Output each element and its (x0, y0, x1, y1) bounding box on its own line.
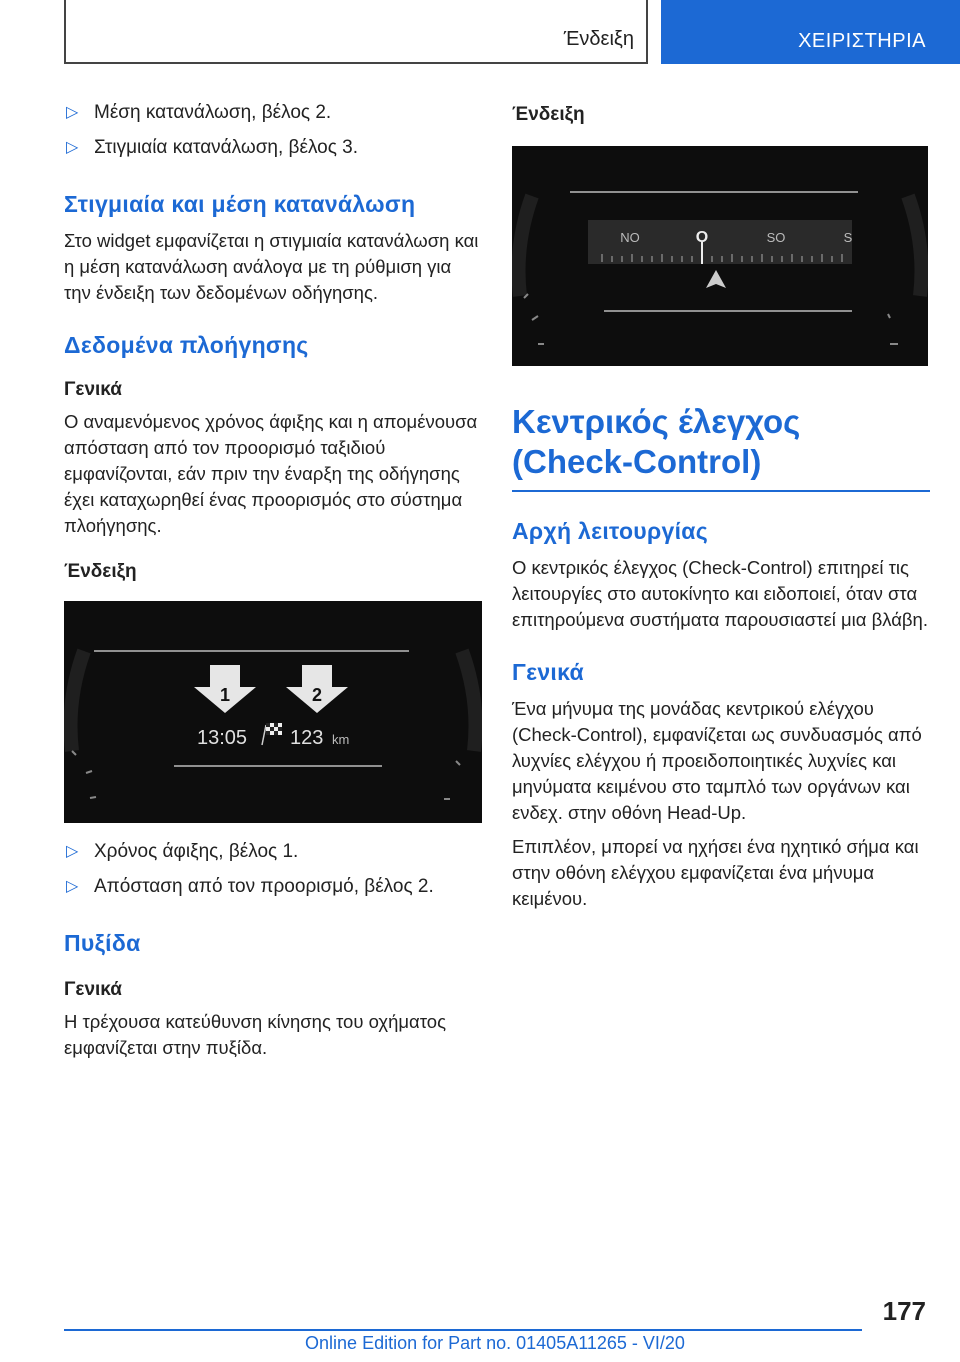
compass-display-graphic (512, 146, 928, 366)
remaining-distance: 123 (290, 727, 324, 749)
paragraph: Ένα μήνυμα της μονάδας κεντρικού ελέγχου (Check-Control), εμφανίζεται ως συνδυασμός από λυχνίες ελέγχου ή προειδοποιητικές λυχνίες και μηνύματα κειμένου στο ταμπλό των οργάνων και ενδεχ. στην οθόνη Head-Up. (512, 698, 922, 823)
triangle-right-icon: ▷ (66, 843, 79, 860)
list-item-text: Απόσταση από τον προορισμό, βέλος 2. (94, 876, 434, 897)
section-heading: Γενικά (512, 659, 584, 685)
section-tab (64, 0, 648, 64)
compass-label-so: SO (766, 230, 786, 245)
compass-display-figure (512, 146, 928, 366)
triangle-right-icon: ▷ (66, 139, 79, 156)
sub-heading: Ένδειξη (512, 104, 585, 125)
edition-note: Online Edition for Part no. 01405A11265 - VI/20 (305, 1333, 685, 1353)
sub-heading: Ένδειξη (64, 561, 137, 582)
chapter-tab-label: ΧΕΙΡΙΣΤΗΡΙΑ (798, 30, 926, 52)
sub-heading: Γενικά (64, 379, 122, 400)
list-item (64, 135, 482, 161)
paragraph: Ο κεντρικός έλεγχος (Check-Control) επιτηρεί τις λειτουργίες στο αυτοκίνητο και ειδοποιεί, όταν στα επιτηρούμενα συστήματα παρουσιαστεί μια βλάβη. (512, 557, 928, 630)
list-item-text: Στιγμιαία κατανάλωση, βέλος 3. (94, 137, 359, 158)
paragraph: Ο αναμενόμενος χρόνος άφιξης και η απομένουσα απόσταση από τον προορισμό ταξιδιού εμφανίζονται, εάν πριν την έναρξη της οδήγησης έχει καταχωρηθεί ένας προορισμός στο σύστημα πλοήγησης. (64, 411, 478, 536)
compass-label-no: NO (620, 230, 640, 245)
section-heading: Στιγμιαία και μέση κατανάλωση (64, 191, 416, 217)
arrow-2-label: 2 (311, 685, 323, 705)
sub-heading: Γενικά (64, 979, 122, 1000)
paragraph: Επιπλέον, μπορεί να ηχήσει ένα ηχητικό σήμα και στην οθόνη ελέγχου εμφανίζεται ένα μήνυμα κειμένου. (512, 836, 919, 909)
triangle-right-icon: ▷ (66, 878, 79, 895)
list-item (64, 874, 482, 900)
list-item (64, 839, 482, 865)
arrow-1-label: 1 (219, 685, 231, 705)
arrival-time: 13:05 (197, 727, 248, 749)
chapter-title: Κεντρικός έλεγχος (Check-Control) (512, 403, 801, 480)
navigation-display-figure (64, 601, 482, 823)
distance-unit: km (332, 732, 350, 747)
title-divider (512, 490, 930, 492)
paragraph: Η τρέχουσα κατεύθυνση κίνησης του οχήματος εμφανίζεται στην πυξίδα. (64, 1011, 446, 1058)
chapter-tab (661, 0, 960, 64)
triangle-right-icon: ▷ (66, 104, 79, 121)
navigation-display-graphic (64, 601, 482, 823)
list-item-text: Μέση κατανάλωση, βέλος 2. (94, 102, 332, 123)
section-tab-label: Ένδειξη (563, 28, 634, 50)
page-number: 177 (882, 1296, 926, 1326)
footer-divider (64, 1329, 862, 1331)
compass-label-s: S (843, 230, 853, 245)
left-column (64, 100, 482, 1069)
page-header (0, 0, 960, 66)
compass-label-o: O (695, 229, 709, 246)
right-column (512, 100, 930, 920)
section-heading: Αρχή λειτουργίας (512, 518, 708, 544)
list-item-text: Χρόνος άφιξης, βέλος 1. (94, 841, 299, 862)
list-item (64, 100, 482, 126)
paragraph: Στο widget εμφανίζεται η στιγμιαία κατανάλωση και η μέση κατανάλωση ανάλογα με τη ρύθμιση για την ένδειξη των δεδομένων οδήγησης. (64, 230, 479, 303)
section-heading: Δεδομένα πλοήγησης (64, 332, 309, 358)
section-heading: Πυξίδα (64, 930, 141, 956)
